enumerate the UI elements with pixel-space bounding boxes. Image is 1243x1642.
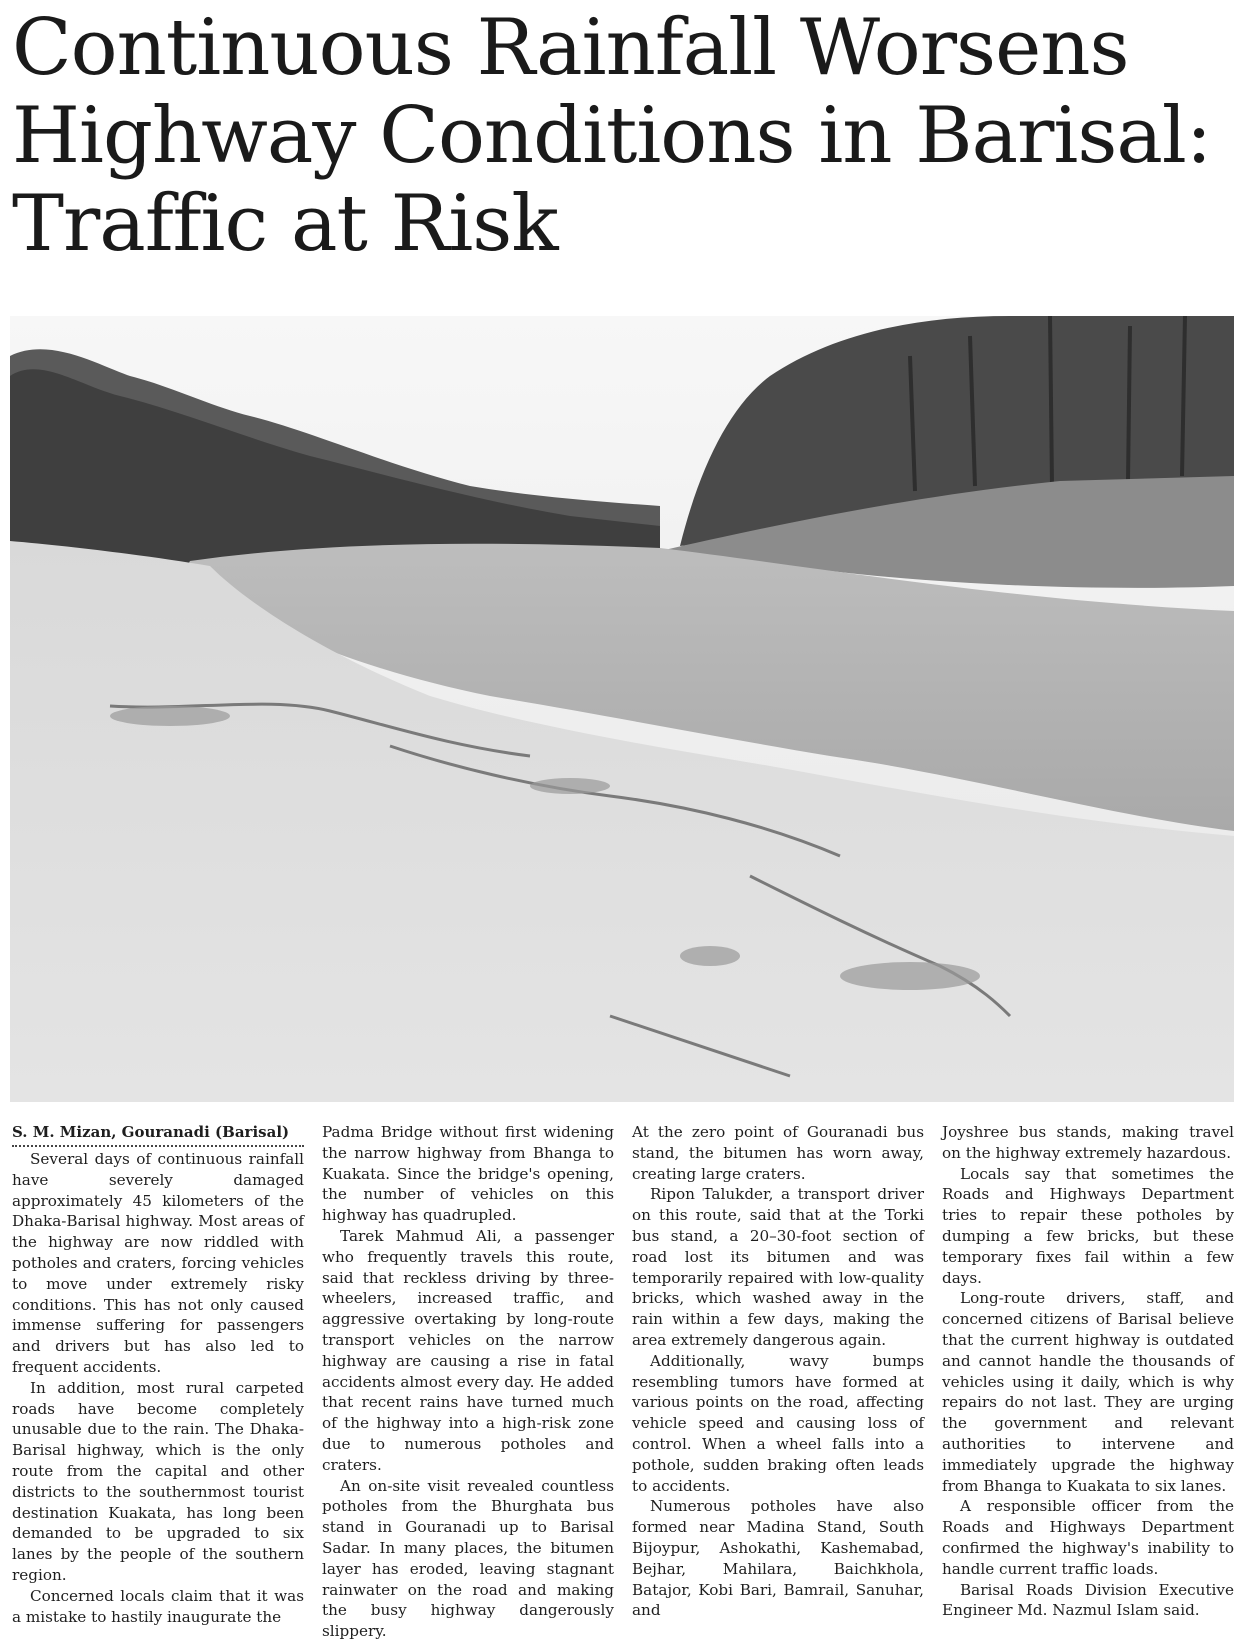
paragraph: An on-site visit revealed countless potholes from the Bhurghata bus stand in Gouranadi up to Barisal Sadar. In many places, the bitumen layer has eroded, leaving stagnant rainwater on the road and making the busy highway dangerously slippery. [322,1476,614,1641]
paragraph: Additionally, wavy bumps resembling tumors have formed at various points on the road, affecting vehicle speed and causing loss of control. When a wheel falls into a pothole, sudden braking often leads to accidents. [632,1351,924,1495]
article-photo [10,316,1234,1102]
paragraph: In addition, most rural carpeted roads have become completely unusable due to the rain. The Dhaka-Barisal highway, which is the only route from the capital and other districts to the southernmost tourist destination Kuakata, has long been demanded to be upgraded to six lanes by the people of the southern region. [12,1378,304,1584]
paragraph: Ripon Talukder, a transport driver on this route, said that at the Torki bus stand, a 20–30-foot section of road lost its bitumen and was temporarily repaired with low-quality bricks, which washed away in the rain within a few days, making the area extremely dangerous again. [632,1185,924,1349]
column-2 [322,1122,614,1641]
paragraph: A responsible officer from the Roads and Highways Department confirmed the highway's inability to handle current traffic loads. [942,1497,1234,1578]
paragraph: Barisal Roads Division Executive Engineer Md. Nazmul Islam said. [942,1580,1234,1620]
byline: S. M. Mizan, Gouranadi (Barisal) [12,1122,304,1147]
paragraph: Padma Bridge without first widening the narrow highway from Bhanga to Kuakata. Since the bridge's opening, the number of vehicles on this highway has quadrupled. [322,1123,614,1225]
paragraph: Concerned locals claim that it was a mistake to hastily inaugurate the [12,1586,304,1626]
paragraph: At the zero point of Gouranadi bus stand, the bitumen has worn away, creating large craters. [632,1123,924,1183]
river-bank-photo [10,316,1234,1102]
headline: Continuous Rainfall Worsens Highway Conditions in Barisal: Traffic at Risk [12,3,1212,269]
column-4 [942,1122,1234,1620]
paragraph: Tarek Mahmud Ali, a passenger who frequently travels this route, said that reckless driving by three-wheelers, increased traffic, and aggressive overtaking by long-route transport vehicles on the narrow highway are causing a rise in fatal accidents almost every day. He added that recent rains have turned much of the highway into a high-risk zone due to numerous potholes and craters. [322,1226,614,1474]
column-3 [632,1122,924,1620]
article-body [12,1122,1234,1641]
paragraph: Joyshree bus stands, making travel on the highway extremely hazardous. [942,1123,1234,1162]
paragraph: Locals say that sometimes the Roads and Highways Department tries to repair these potholes by dumping a few bricks, but these temporary fixes fail within a few days. [942,1164,1234,1287]
paragraph: Long-route drivers, staff, and concerned citizens of Barisal believe that the current highway is outdated and cannot handle the thousands of vehicles using it daily, which is why repairs do not last. They are urging the government and relevant authorities to intervene and immediately upgrade the highway from Bhanga to Kuakata to six lanes. [942,1289,1234,1495]
paragraph: Several days of continuous rainfall have severely damaged approximately 45 kilometers of the Dhaka-Barisal highway. Most areas of the highway are now riddled with potholes and craters, forcing vehicles to move under extremely risky conditions. This has not only caused immense suffering for passengers and drivers but has also led to frequent accidents. [12,1150,304,1376]
column-1 [12,1122,304,1626]
paragraph: Numerous potholes have also formed near Madina Stand, South Bijoypur, Ashokathi, Kashemabad, Bejhar, Mahilara, Baichkhola, Batajor, Kobi Bari, Bamrail, Sanuhar, and [632,1497,924,1620]
